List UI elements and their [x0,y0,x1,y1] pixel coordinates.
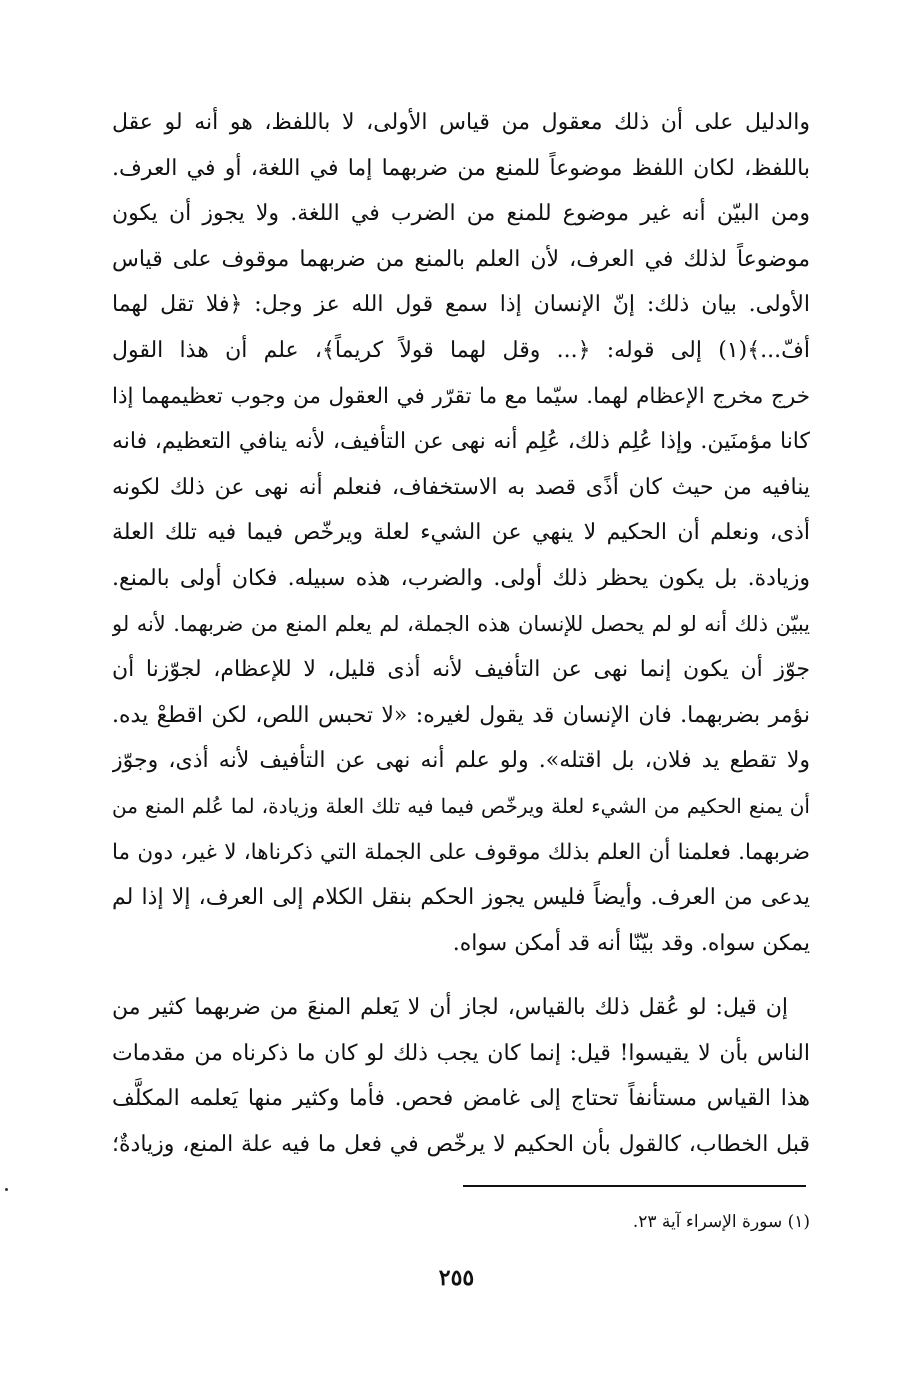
text-line: كانا مؤمنَين. وإذا عُلِم ذلك، عُلِم أنه نهى عن التأفيف، لأنه ينافي التعظيم، فانه [112,429,810,455]
text-line: جوّز أن يكون إنما نهى عن التأفيف لأنه أذى قليل، لا للإعظام، لجوّزنا أن [112,657,810,683]
margin-mark [5,1188,8,1191]
text-line: ومن البيّن أنه غير موضوع للمنع من الضرب في اللغة. ولا يجوز أن يكون [112,201,810,227]
text-line: وزيادة. بل يكون يحظر ذلك أولى. والضرب، هذه سبيله. فكان أولى بالمنع. [112,565,810,591]
text-line: باللفظ، لكان اللفظ موضوعاً للمنع من ضربهما إما في اللغة، أو في العرف. [112,155,810,181]
text-line: نؤمر بضربهما. فان الإنسان قد يقول لغيره: «لا تحبس اللص، لكن اقطعْ يده. [112,702,810,728]
text-line: ولا تقطع يد فلان، بل اقتله». ولو علم أنه نهى عن التأفيف لأنه أذى، وجوّز [112,748,810,774]
text-line: خرج مخرج الإعظام لهما. سيّما مع ما تقرّر في العقول من وجوب تعظيمهما إذا [112,383,810,409]
text-line: يمكن سواه. وقد بيّنّا أنه قد أمكن سواه. [452,930,810,956]
footnote: (١) سورة الإسراء آية ٢٣. [632,1212,810,1232]
footnote-separator [463,1185,806,1187]
text-line: إن قيل: لو عُقل ذلك بالقياس، لجاز أن لا يَعلم المنعَ من ضربهما كثير من [112,995,788,1020]
text-line: أن يمنع الحكيم من الشيء لعلة ويرخّص فيما فيه تلك العلة وزيادة، لما عُلم المنع من [112,793,810,818]
paragraph-2 [112,985,810,1167]
text-line: قبل الخطاب، كالقول بأن الحكيم لا يرخّص في فعل ما فيه علة المنع، وزيادةٌ؛ [112,1131,810,1157]
text-line: ضربهما. فعلمنا أن العلم بذلك موقوف على الجملة التي ذكرناها، لا غير، دون ما [112,839,810,865]
text-line: الأولى. بيان ذلك: إنّ الإنسان إذا سمع قول الله عز وجل: ﴿فلا تقل لهما [112,292,810,318]
text-line: يدعى من العرف. وأيضاً فليس يجوز الحكم بنقل الكلام إلى العرف، إلا إذا لم [112,885,810,911]
text-line: موضوعاً لذلك في العرف، لأن العلم بالمنع من ضربهما موقوف على قياس [112,246,810,272]
paragraph-1 [112,100,810,966]
text-line: الناس بأن لا يقيسوا! قيل: إنما كان يجب ذلك لو كان ما ذكرناه من مقدمات [112,1040,810,1066]
text-line: ينافيه من حيث كان أذًى قصد به الاستخفاف، فنعلم أنه نهى عن ذلك لكونه [112,474,810,500]
text-line: يبيّن ذلك أنه لو لم يحصل للإنسان هذه الجملة، لم يعلم المنع من ضربهما. لأنه لو [112,611,810,636]
text-line: هذا القياس مستأنفاً تحتاج إلى غامض فحص. فأما وكثير منها يَعلمه المكلَّف [112,1086,810,1112]
text-line: والدليل على أن ذلك معقول من قياس الأولى، لا باللفظ، هو أنه لو عقل [112,110,810,135]
text-line: أذى، ونعلم أن الحكيم لا ينهي عن الشيء لعلة ويرخّص فيما فيه تلك العلة [112,520,810,546]
page-number: ٢٥٥ [438,1265,475,1291]
text-line: أفّ...﴾(١) إلى قوله: ﴿... وقل لهما قولاً كريماً﴾، علم أن هذا القول [112,337,810,363]
